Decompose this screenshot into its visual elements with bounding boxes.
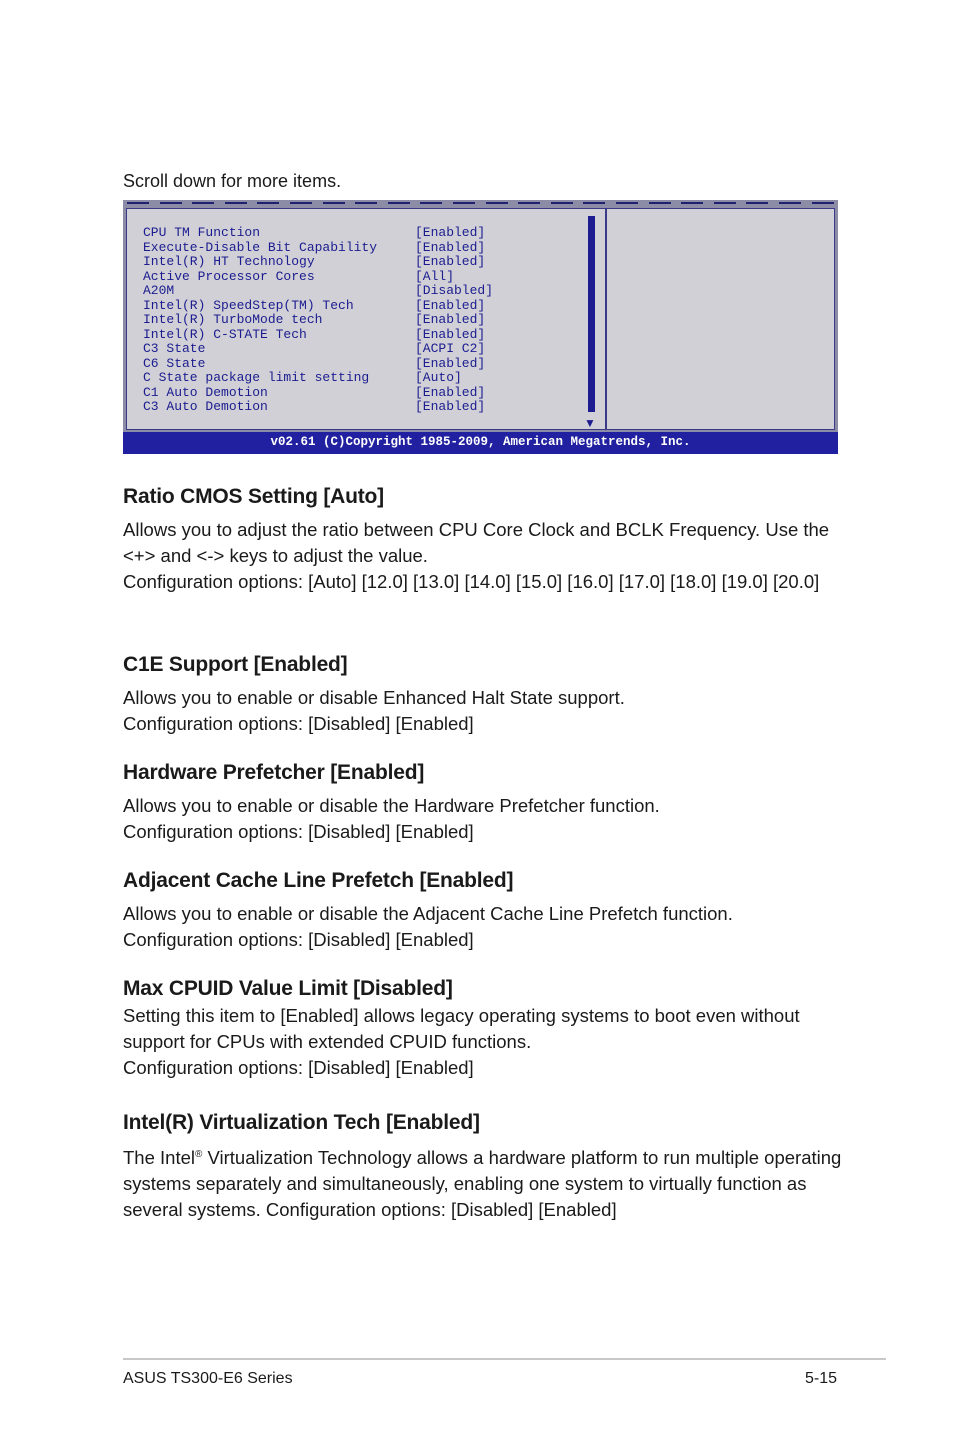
- scroll-note: Scroll down for more items.: [123, 171, 342, 191]
- scroll-down-arrow-icon[interactable]: ▼: [584, 416, 596, 430]
- bios-item-label: Execute-Disable Bit Capability: [143, 239, 378, 255]
- bios-item-row[interactable]: [143, 371, 493, 386]
- bios-item-value: [Enabled]: [415, 225, 486, 240]
- bios-item-value: [Enabled]: [415, 399, 486, 414]
- bios-item-row[interactable]: [143, 328, 493, 343]
- bios-item-value: [Enabled]: [415, 254, 486, 269]
- bios-item-value: [Enabled]: [415, 326, 486, 342]
- section-options: Configuration options: [Auto] [12.0] [13.0] [14.0] [15.0] [16.0] [17.0] [18.0] [19.0] [20.0]: [123, 571, 820, 592]
- footer-product-name: ASUS TS300-E6 Series: [123, 1370, 293, 1387]
- bios-copyright-bar: v02.61 (C)Copyright 1985-2009, American Megatrends, Inc.: [123, 432, 838, 454]
- bios-item-value: [ACPI C2]: [415, 341, 486, 356]
- section-c1e-support: [123, 653, 843, 737]
- bios-item-label: Intel(R) C-STATE Tech: [143, 326, 307, 342]
- section-options: Configuration options: [Disabled] [Enabled]: [123, 713, 474, 734]
- registered-mark: ®: [195, 1148, 203, 1160]
- bios-item-value: [Auto]: [415, 370, 462, 385]
- section-description: Setting this item to [Enabled] allows legacy operating systems to boot even without support for CPUs with extended CPUID functions.: [123, 1005, 800, 1052]
- bios-item-label: C6 State: [143, 355, 206, 371]
- bios-item-row[interactable]: [143, 270, 493, 285]
- bios-item-label: C State package limit setting: [143, 370, 370, 385]
- bios-item-row[interactable]: [143, 400, 493, 415]
- bios-item-row[interactable]: [143, 386, 493, 401]
- bios-main-panel: [126, 208, 835, 430]
- bios-item-label: Intel(R) SpeedStep(TM) Tech: [143, 297, 354, 313]
- section-title: Hardware Prefetcher [Enabled]: [123, 761, 425, 784]
- section-options: Configuration options: [Disabled] [Enabled]: [123, 1057, 474, 1078]
- bios-item-label: C3 Auto Demotion: [143, 399, 268, 414]
- bios-item-list: [143, 226, 493, 415]
- bios-item-value: [Disabled]: [415, 283, 494, 298]
- footer-rule: [123, 1358, 886, 1360]
- section-ratio-cmos: [123, 485, 843, 595]
- description-lead: The Intel: [123, 1147, 195, 1168]
- section-options: Configuration options: [Disabled] [Enabled]: [123, 929, 474, 950]
- description-body: Virtualization Technology allows a hardware platform to run multiple operating systems separately and simultaneously, enabling one system to virtually function as several systems. Configuration options: [Disabled] [Enabled]: [123, 1147, 842, 1220]
- footer-page-number: 5-15: [804, 1370, 837, 1387]
- bios-item-row[interactable]: [143, 255, 493, 270]
- bios-item-value: [Enabled]: [415, 297, 486, 313]
- section-title: C1E Support [Enabled]: [123, 653, 348, 676]
- section-virtualization-tech: [123, 1111, 843, 1223]
- bios-item-label: CPU TM Function: [143, 225, 261, 240]
- bios-item-value: [Enabled]: [415, 384, 486, 400]
- section-description: Allows you to enable or disable Enhanced Halt State support.: [123, 687, 625, 708]
- bios-top-border: [123, 200, 838, 207]
- bios-item-row[interactable]: [143, 299, 493, 314]
- bios-item-label: Active Processor Cores: [143, 268, 315, 284]
- bios-item-value: [Enabled]: [415, 355, 486, 371]
- bios-panel-divider: [605, 209, 607, 429]
- section-title: Adjacent Cache Line Prefetch [Enabled]: [123, 869, 514, 892]
- bios-item-label: C3 State: [143, 341, 206, 356]
- bios-scrollbar[interactable]: [588, 216, 595, 412]
- bios-item-value: [Enabled]: [415, 239, 486, 255]
- section-description: Allows you to enable or disable the Hardware Prefetcher function.: [123, 795, 660, 816]
- bios-item-label: Intel(R) TurboMode tech: [143, 312, 323, 327]
- bios-item-label: Intel(R) HT Technology: [143, 254, 315, 269]
- bios-item-value: [Enabled]: [415, 312, 486, 327]
- bios-screenshot: [123, 200, 838, 454]
- section-title: Ratio CMOS Setting [Auto]: [123, 485, 384, 508]
- bios-item-label: A20M: [143, 283, 175, 298]
- bios-item-row[interactable]: [143, 313, 493, 328]
- bios-item-value: [All]: [415, 268, 455, 284]
- section-options: Configuration options: [Disabled] [Enabled]: [123, 821, 474, 842]
- bios-item-row[interactable]: [143, 284, 493, 299]
- bios-item-row[interactable]: [143, 226, 493, 241]
- section-hardware-prefetcher: [123, 761, 843, 845]
- section-title: Intel(R) Virtualization Tech [Enabled]: [123, 1111, 480, 1134]
- bios-item-row[interactable]: [143, 342, 493, 357]
- section-adjacent-cache: [123, 869, 843, 953]
- section-description: [123, 1145, 843, 1223]
- bios-item-label: C1 Auto Demotion: [143, 384, 268, 400]
- section-title: Max CPUID Value Limit [Disabled]: [123, 977, 453, 1000]
- section-description: Allows you to adjust the ratio between CPU Core Clock and BCLK Frequency. Use the <+> and <-> keys to adjust the value.: [123, 519, 830, 566]
- bios-item-row[interactable]: [143, 357, 493, 372]
- section-description: Allows you to enable or disable the Adjacent Cache Line Prefetch function.: [123, 903, 733, 924]
- section-max-cpuid: [123, 977, 843, 1081]
- bios-item-row[interactable]: [143, 241, 493, 256]
